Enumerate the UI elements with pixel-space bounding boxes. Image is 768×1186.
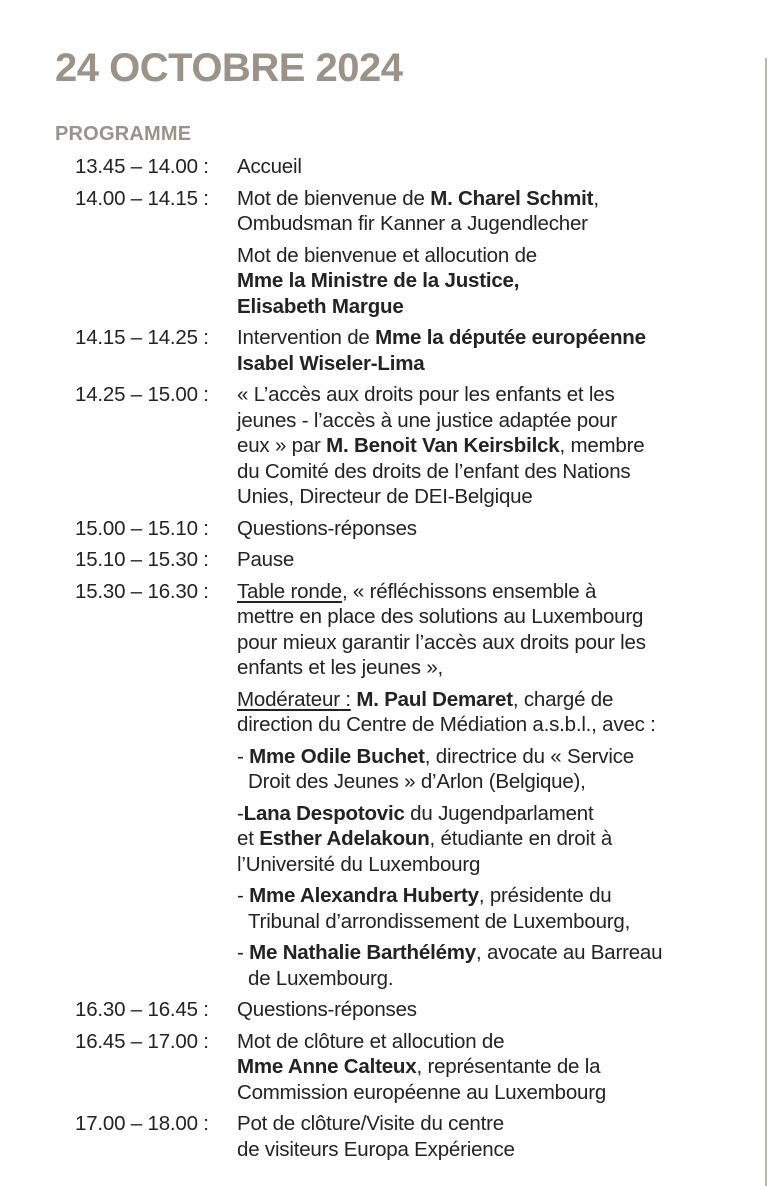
text-run: Elisabeth Margue	[237, 294, 404, 318]
description-paragraph	[237, 997, 742, 1023]
schedule-time: 14.00 – 14.15 :	[75, 186, 209, 210]
description-paragraph	[237, 1029, 742, 1106]
text-run: ,	[593, 186, 599, 210]
text-run: -	[237, 744, 250, 768]
description-paragraph	[237, 325, 742, 376]
schedule-description	[237, 382, 742, 516]
text-run: Mme Anne Calteux	[237, 1055, 417, 1078]
schedule-description	[237, 154, 742, 186]
schedule-description	[237, 186, 742, 326]
schedule-time: 16.45 – 17.00 :	[75, 1029, 209, 1053]
text-run: Modérateur :	[237, 687, 351, 711]
text-run: de visiteurs Europa Expérience	[237, 1137, 515, 1161]
text-run: , chargé de	[512, 687, 614, 711]
description-paragraph	[237, 801, 742, 878]
text-run: Mme Odile Buchet	[249, 744, 425, 768]
text-run: -	[237, 941, 250, 964]
schedule-description	[237, 516, 742, 548]
schedule-description	[237, 547, 742, 579]
text-run: , directrice du « Service	[424, 744, 634, 768]
text-run: , membre	[559, 434, 645, 457]
text-run: -	[237, 801, 244, 825]
schedule-row	[55, 1111, 742, 1168]
schedule-row	[55, 997, 742, 1029]
text-run: M. Paul Demaret	[356, 687, 513, 711]
text-run: et	[237, 827, 260, 850]
schedule-row	[55, 547, 742, 579]
text-run: Pot de clôture/Visite du centre	[237, 1112, 504, 1135]
text-run: Mot de bienvenue de	[237, 186, 431, 210]
schedule-description	[237, 997, 742, 1029]
text-run: jeunes - l’accès à une justice adaptée pour	[237, 408, 618, 432]
description-paragraph	[237, 1111, 742, 1162]
panel-list-item	[237, 940, 742, 991]
text-run: Ombudsman fir Kanner a Jugendlecher	[237, 212, 588, 235]
text-run: Commission européenne au Luxembourg	[237, 1080, 607, 1104]
schedule-description	[237, 1029, 742, 1112]
text-run: Esther Adelakoun	[259, 827, 430, 850]
text-run: l’Université du Luxembourg	[237, 852, 481, 876]
schedule-row	[55, 325, 742, 382]
schedule-row	[55, 154, 742, 186]
page-title: 24 OCTOBRE 2024	[55, 46, 403, 90]
schedule-time: 15.00 – 15.10 :	[75, 516, 209, 540]
text-run: Mme Alexandra Huberty	[249, 884, 479, 907]
text-run: M. Charel Schmit	[430, 186, 594, 210]
text-run: du Jugendparlament	[404, 801, 594, 825]
schedule-time: 14.25 – 15.00 :	[75, 383, 209, 406]
text-run: Mme la députée européenne	[375, 326, 646, 349]
text-run: Pause	[237, 548, 295, 571]
text-run: mettre en place des solutions au Luxembourg	[237, 605, 644, 628]
description-paragraph	[237, 687, 742, 738]
schedule-time: 16.30 – 16.45 :	[75, 998, 209, 1021]
schedule-row	[55, 382, 742, 516]
schedule-time: 14.15 – 14.25 :	[75, 326, 209, 349]
text-run: Me Nathalie Barthélémy	[249, 941, 477, 964]
text-run: , « réfléchissons ensemble à	[341, 579, 597, 603]
text-run: enfants et les jeunes »,	[237, 656, 444, 679]
text-run: Droit des Jeunes » d’Arlon (Belgique),	[248, 770, 586, 793]
schedule-row	[55, 579, 742, 998]
description-paragraph	[237, 243, 742, 320]
schedule-time: 15.30 – 16.30 :	[75, 579, 209, 603]
programme-heading: PROGRAMME	[55, 123, 192, 145]
panel-list-item	[237, 744, 742, 795]
text-run: Mot de clôture et allocution de	[237, 1029, 505, 1053]
schedule-row	[55, 516, 742, 548]
text-run: de Luxembourg.	[248, 966, 394, 990]
text-run: « L’accès aux droits pour les enfants et les	[237, 383, 615, 406]
text-run: du Comité des droits de l’enfant des Nations	[237, 459, 631, 483]
description-paragraph	[237, 547, 742, 573]
text-run: Questions-réponses	[237, 998, 417, 1021]
text-run: Mme la Ministre de la Justice,	[237, 269, 520, 292]
schedule	[55, 154, 742, 1168]
schedule-time: 15.10 – 15.30 :	[75, 548, 209, 571]
text-run: Lana Despotovic	[243, 801, 405, 825]
text-run: -	[237, 884, 250, 907]
panel-list-item	[237, 883, 742, 934]
description-paragraph	[237, 516, 742, 542]
text-run: direction du Centre de Médiation a.s.b.l., avec :	[237, 713, 656, 736]
text-run: Mot de bienvenue et allocution de	[237, 243, 537, 267]
text-run: Questions-réponses	[237, 516, 417, 540]
text-run: , représentante de la	[416, 1055, 601, 1078]
schedule-row	[55, 186, 742, 326]
schedule-description	[237, 1111, 742, 1168]
text-run: , avocate au Barreau	[476, 941, 663, 964]
right-edge-rule	[765, 58, 767, 1186]
text-run: eux » par	[237, 434, 327, 457]
text-run: Table ronde	[237, 579, 342, 603]
text-run: , étudiante en droit à	[429, 827, 613, 850]
text-run: Isabel Wiseler-Lima	[237, 351, 425, 375]
schedule-time: 17.00 – 18.00 :	[75, 1112, 209, 1135]
schedule-row	[55, 1029, 742, 1112]
text-run: Accueil	[237, 155, 302, 178]
text-run: Tribunal d’arrondissement de Luxembourg,	[248, 909, 631, 933]
description-paragraph	[237, 186, 742, 237]
text-run: M. Benoit Van Keirsbilck	[326, 434, 560, 457]
schedule-time: 13.45 – 14.00 :	[75, 155, 209, 178]
schedule-description	[237, 325, 742, 382]
description-paragraph	[237, 154, 742, 180]
text-run: pour mieux garantir l’accès aux droits pour les	[237, 630, 646, 654]
text-run: Intervention de	[237, 326, 376, 349]
description-paragraph	[237, 579, 742, 681]
schedule-description	[237, 579, 742, 998]
description-paragraph	[237, 382, 742, 510]
text-run: Unies, Directeur de DEI-Belgique	[237, 485, 533, 508]
text-run: , présidente du	[478, 884, 612, 907]
